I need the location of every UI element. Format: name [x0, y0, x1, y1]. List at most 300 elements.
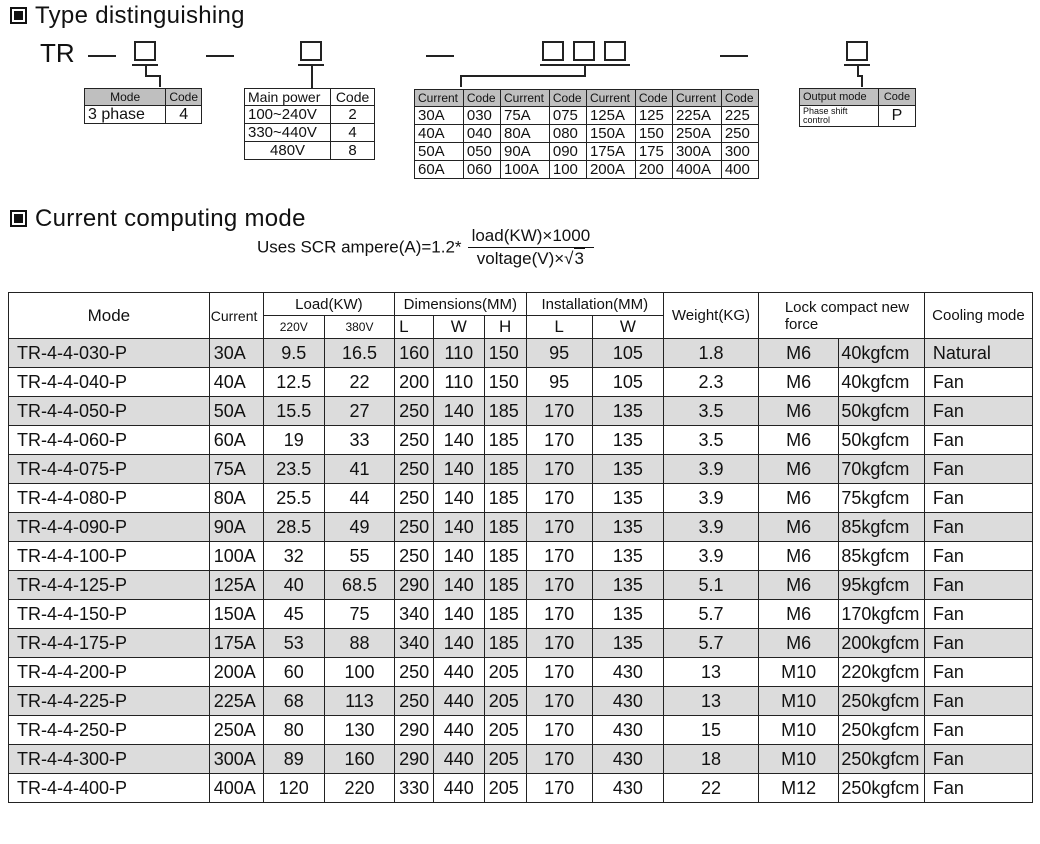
- cell-inst-l: 170: [526, 716, 592, 745]
- header-lock-force: Lock compact new force: [758, 293, 924, 339]
- cell-inst-w: 430: [592, 745, 663, 774]
- cell-bolt: M6: [758, 600, 838, 629]
- cell-dim-w: 140: [433, 629, 484, 658]
- header-weight: Weight(KG): [664, 293, 759, 339]
- cell-bolt: M10: [758, 716, 838, 745]
- table-header: Code: [879, 89, 916, 106]
- cell-current: 100A: [209, 542, 263, 571]
- cell-inst-l: 170: [526, 629, 592, 658]
- cell-inst-w: 430: [592, 716, 663, 745]
- square-bullet-icon: [10, 210, 27, 227]
- table-cell: 4: [166, 106, 202, 124]
- table-cell: 100: [549, 161, 586, 179]
- cell-inst-l: 170: [526, 397, 592, 426]
- cell-weight: 5.1: [664, 571, 759, 600]
- cell-load-380v: 49: [324, 513, 394, 542]
- output-code-table: [799, 88, 916, 127]
- cell-torque: 200kgfcm: [839, 629, 925, 658]
- code-separator-dash: [206, 55, 234, 57]
- header-dim-h: H: [484, 316, 526, 339]
- cell-bolt: M10: [758, 687, 838, 716]
- table-row: [9, 571, 1033, 600]
- output-code-box: [846, 41, 868, 61]
- cell-current: 125A: [209, 571, 263, 600]
- table-cell: 4: [331, 124, 375, 142]
- cell-weight: 3.9: [664, 484, 759, 513]
- cell-bolt: M6: [758, 339, 838, 368]
- table-cell: 60A: [415, 161, 464, 179]
- cell-current: 400A: [209, 774, 263, 803]
- current-formula: [257, 226, 594, 269]
- connector-line: [460, 75, 462, 87]
- cell-cooling: Fan: [924, 629, 1032, 658]
- cell-dim-h: 205: [484, 687, 526, 716]
- table-cell: 090: [549, 143, 586, 161]
- cell-dim-w: 440: [433, 658, 484, 687]
- table-cell: 080: [549, 125, 586, 143]
- table-header: Current: [586, 90, 635, 107]
- header-dimensions: Dimensions(MM): [395, 293, 526, 316]
- table-row: [9, 629, 1033, 658]
- type-distinguishing-title: Type distinguishing: [35, 2, 245, 29]
- cell-load-220v: 28.5: [263, 513, 324, 542]
- cell-inst-w: 105: [592, 368, 663, 397]
- header-load: Load(KW): [263, 293, 394, 316]
- cell-inst-l: 170: [526, 600, 592, 629]
- current-code-box-1: [542, 41, 564, 61]
- cell-inst-l: 170: [526, 426, 592, 455]
- table-header: Output mode: [800, 89, 879, 106]
- table-header: Code: [549, 90, 586, 107]
- cell-weight: 13: [664, 687, 759, 716]
- header-current: Current: [209, 293, 263, 339]
- table-cell: 040: [463, 125, 500, 143]
- cell-model: TR-4-4-050-P: [9, 397, 210, 426]
- cell-current: 60A: [209, 426, 263, 455]
- cell-dim-h: 185: [484, 629, 526, 658]
- square-bullet-icon: [10, 7, 27, 24]
- cell-load-380v: 130: [324, 716, 394, 745]
- table-header: Current: [672, 90, 721, 107]
- cell-dim-l: 250: [395, 455, 434, 484]
- cell-load-380v: 41: [324, 455, 394, 484]
- cell-dim-h: 150: [484, 368, 526, 397]
- cell-dim-h: 185: [484, 397, 526, 426]
- table-cell: 80A: [500, 125, 549, 143]
- cell-load-220v: 15.5: [263, 397, 324, 426]
- current-code-table: [414, 89, 759, 179]
- table-header: Code: [721, 90, 758, 107]
- model-prefix: TR: [40, 38, 75, 68]
- cell-inst-l: 95: [526, 368, 592, 397]
- cell-model: TR-4-4-300-P: [9, 745, 210, 774]
- cell-dim-h: 185: [484, 513, 526, 542]
- cell-model: TR-4-4-040-P: [9, 368, 210, 397]
- cell-bolt: M6: [758, 629, 838, 658]
- table-row: [9, 542, 1033, 571]
- cell-inst-l: 170: [526, 542, 592, 571]
- table-cell: 250: [721, 125, 758, 143]
- cell-weight: 5.7: [664, 629, 759, 658]
- cell-model: TR-4-4-075-P: [9, 455, 210, 484]
- cell-inst-l: 170: [526, 745, 592, 774]
- cell-current: 250A: [209, 716, 263, 745]
- cell-load-380v: 27: [324, 397, 394, 426]
- cell-dim-w: 440: [433, 745, 484, 774]
- table-cell: 8: [331, 142, 375, 160]
- table-cell: 100A: [500, 161, 549, 179]
- cell-load-380v: 100: [324, 658, 394, 687]
- cell-load-380v: 88: [324, 629, 394, 658]
- code-separator-dash: [88, 55, 116, 57]
- cell-dim-l: 250: [395, 484, 434, 513]
- cell-dim-l: 330: [395, 774, 434, 803]
- table-row: [9, 339, 1033, 368]
- table-row: [9, 687, 1033, 716]
- cell-bolt: M6: [758, 484, 838, 513]
- cell-dim-l: 340: [395, 629, 434, 658]
- cell-inst-w: 135: [592, 542, 663, 571]
- cell-dim-h: 205: [484, 774, 526, 803]
- cell-dim-h: 185: [484, 571, 526, 600]
- cell-dim-l: 290: [395, 716, 434, 745]
- table-cell: 175: [635, 143, 672, 161]
- cell-inst-l: 170: [526, 658, 592, 687]
- cell-bolt: M6: [758, 513, 838, 542]
- formula-numerator: load(KW)×1000: [468, 226, 595, 248]
- cell-load-380v: 220: [324, 774, 394, 803]
- table-row: [9, 774, 1033, 803]
- denominator-root: 3: [574, 249, 584, 268]
- table-cell: 225: [721, 107, 758, 125]
- cell-model: TR-4-4-175-P: [9, 629, 210, 658]
- cell-dim-w: 140: [433, 542, 484, 571]
- cell-bolt: M6: [758, 368, 838, 397]
- cell-dim-w: 440: [433, 687, 484, 716]
- cell-current: 40A: [209, 368, 263, 397]
- cell-cooling: Fan: [924, 687, 1032, 716]
- cell-current: 30A: [209, 339, 263, 368]
- table-header: Code: [166, 89, 202, 106]
- cell-inst-w: 135: [592, 484, 663, 513]
- cell-inst-l: 95: [526, 339, 592, 368]
- cell-dim-h: 185: [484, 484, 526, 513]
- table-cell: 300A: [672, 143, 721, 161]
- cell-current: 90A: [209, 513, 263, 542]
- mode-code-box: [134, 41, 156, 61]
- cell-dim-w: 110: [433, 339, 484, 368]
- cell-weight: 2.3: [664, 368, 759, 397]
- table-cell: 50A: [415, 143, 464, 161]
- table-cell: 30A: [415, 107, 464, 125]
- cell-inst-w: 135: [592, 455, 663, 484]
- cell-model: TR-4-4-150-P: [9, 600, 210, 629]
- cell-dim-h: 205: [484, 745, 526, 774]
- cell-inst-w: 135: [592, 397, 663, 426]
- cell-load-220v: 89: [263, 745, 324, 774]
- cell-torque: 50kgfcm: [839, 397, 925, 426]
- table-row: [9, 368, 1033, 397]
- cell-weight: 5.7: [664, 600, 759, 629]
- power-code-box: [300, 41, 322, 61]
- table-cell: 250A: [672, 125, 721, 143]
- specification-table-body: [9, 339, 1033, 803]
- table-cell: 150: [635, 125, 672, 143]
- cell-torque: 220kgfcm: [839, 658, 925, 687]
- table-cell: 150A: [586, 125, 635, 143]
- table-cell: 200A: [586, 161, 635, 179]
- cell-torque: 85kgfcm: [839, 513, 925, 542]
- header-inst-w: W: [592, 316, 663, 339]
- current-code-box-3: [604, 41, 626, 61]
- cell-model: TR-4-4-125-P: [9, 571, 210, 600]
- cell-cooling: Fan: [924, 600, 1032, 629]
- header-inst-l: L: [526, 316, 592, 339]
- table-cell: 75A: [500, 107, 549, 125]
- cell-torque: 250kgfcm: [839, 774, 925, 803]
- cell-torque: 50kgfcm: [839, 426, 925, 455]
- cell-torque: 75kgfcm: [839, 484, 925, 513]
- cell-dim-h: 185: [484, 542, 526, 571]
- table-header: Code: [331, 89, 375, 106]
- cell-dim-w: 140: [433, 426, 484, 455]
- cell-load-220v: 80: [263, 716, 324, 745]
- cell-dim-h: 185: [484, 455, 526, 484]
- table-cell: 050: [463, 143, 500, 161]
- table-header: Code: [635, 90, 672, 107]
- table-cell: 100~240V: [245, 106, 331, 124]
- cell-load-380v: 75: [324, 600, 394, 629]
- cell-dim-w: 140: [433, 397, 484, 426]
- cell-load-220v: 9.5: [263, 339, 324, 368]
- cell-dim-h: 205: [484, 716, 526, 745]
- cell-inst-w: 105: [592, 339, 663, 368]
- cell-weight: 3.9: [664, 513, 759, 542]
- cell-torque: 40kgfcm: [839, 339, 925, 368]
- table-row: [9, 716, 1033, 745]
- cell-dim-l: 250: [395, 397, 434, 426]
- cell-cooling: Fan: [924, 397, 1032, 426]
- cell-load-380v: 55: [324, 542, 394, 571]
- cell-load-220v: 60: [263, 658, 324, 687]
- cell-dim-l: 250: [395, 687, 434, 716]
- cell-dim-h: 150: [484, 339, 526, 368]
- cell-current: 225A: [209, 687, 263, 716]
- table-header: Main power: [245, 89, 331, 106]
- table-cell: 175A: [586, 143, 635, 161]
- cell-load-220v: 19: [263, 426, 324, 455]
- cell-bolt: M6: [758, 426, 838, 455]
- cell-current: 150A: [209, 600, 263, 629]
- cell-torque: 70kgfcm: [839, 455, 925, 484]
- table-cell: 480V: [245, 142, 331, 160]
- table-cell: Phase shift control: [800, 106, 879, 127]
- cell-cooling: Fan: [924, 542, 1032, 571]
- header-dim-l: L: [395, 316, 434, 339]
- table-row: [9, 455, 1033, 484]
- cell-load-220v: 23.5: [263, 455, 324, 484]
- cell-torque: 85kgfcm: [839, 542, 925, 571]
- cell-dim-w: 140: [433, 600, 484, 629]
- cell-cooling: Fan: [924, 774, 1032, 803]
- cell-model: TR-4-4-030-P: [9, 339, 210, 368]
- cell-dim-l: 200: [395, 368, 434, 397]
- cell-dim-l: 290: [395, 745, 434, 774]
- cell-model: TR-4-4-080-P: [9, 484, 210, 513]
- table-row: [9, 513, 1033, 542]
- cell-model: TR-4-4-250-P: [9, 716, 210, 745]
- cell-bolt: M6: [758, 542, 838, 571]
- header-load-220: 220V: [263, 316, 324, 339]
- cell-cooling: Natural: [924, 339, 1032, 368]
- table-row: [9, 658, 1033, 687]
- cell-dim-w: 110: [433, 368, 484, 397]
- connector-line: [460, 75, 586, 77]
- cell-load-220v: 45: [263, 600, 324, 629]
- cell-bolt: M10: [758, 658, 838, 687]
- cell-torque: 250kgfcm: [839, 745, 925, 774]
- cell-inst-w: 430: [592, 687, 663, 716]
- cell-load-380v: 44: [324, 484, 394, 513]
- cell-model: TR-4-4-060-P: [9, 426, 210, 455]
- cell-weight: 3.5: [664, 426, 759, 455]
- cell-cooling: Fan: [924, 426, 1032, 455]
- cell-cooling: Fan: [924, 368, 1032, 397]
- table-row: [9, 426, 1033, 455]
- cell-bolt: M10: [758, 745, 838, 774]
- table-header: Mode: [85, 89, 166, 106]
- power-code-table: [244, 88, 375, 160]
- table-row: [9, 397, 1033, 426]
- table-cell: 330~440V: [245, 124, 331, 142]
- table-header: Current: [500, 90, 549, 107]
- table-row: [9, 600, 1033, 629]
- type-distinguishing-heading: [10, 2, 245, 30]
- cell-current: 300A: [209, 745, 263, 774]
- cell-current: 175A: [209, 629, 263, 658]
- cell-model: TR-4-4-100-P: [9, 542, 210, 571]
- table-cell: 225A: [672, 107, 721, 125]
- cell-model: TR-4-4-090-P: [9, 513, 210, 542]
- header-dim-w: W: [433, 316, 484, 339]
- code-separator-dash: [720, 55, 748, 57]
- cell-inst-l: 170: [526, 513, 592, 542]
- cell-model: TR-4-4-400-P: [9, 774, 210, 803]
- cell-weight: 22: [664, 774, 759, 803]
- cell-inst-w: 135: [592, 571, 663, 600]
- cell-inst-w: 430: [592, 774, 663, 803]
- cell-load-220v: 12.5: [263, 368, 324, 397]
- cell-dim-w: 140: [433, 513, 484, 542]
- current-code-box-2: [573, 41, 595, 61]
- cell-dim-l: 250: [395, 513, 434, 542]
- table-cell: 3 phase: [85, 106, 166, 124]
- connector-line: [145, 75, 160, 77]
- cell-weight: 1.8: [664, 339, 759, 368]
- cell-inst-w: 135: [592, 629, 663, 658]
- table-cell: 200: [635, 161, 672, 179]
- table-header: Code: [463, 90, 500, 107]
- cell-load-220v: 120: [263, 774, 324, 803]
- cell-dim-l: 250: [395, 658, 434, 687]
- code-separator-dash: [426, 55, 454, 57]
- cell-load-380v: 160: [324, 745, 394, 774]
- cell-load-220v: 68: [263, 687, 324, 716]
- cell-dim-w: 140: [433, 484, 484, 513]
- cell-load-220v: 40: [263, 571, 324, 600]
- cell-dim-l: 160: [395, 339, 434, 368]
- cell-current: 50A: [209, 397, 263, 426]
- cell-inst-l: 170: [526, 455, 592, 484]
- cell-dim-l: 290: [395, 571, 434, 600]
- cell-torque: 250kgfcm: [839, 687, 925, 716]
- table-row: [9, 484, 1033, 513]
- connector-line: [861, 75, 863, 87]
- formula-fraction: [468, 226, 595, 269]
- table-cell: 125: [635, 107, 672, 125]
- cell-torque: 40kgfcm: [839, 368, 925, 397]
- cell-dim-h: 185: [484, 426, 526, 455]
- table-header: Current: [415, 90, 464, 107]
- table-cell: 90A: [500, 143, 549, 161]
- header-mode: Mode: [9, 293, 210, 339]
- cell-dim-l: 250: [395, 426, 434, 455]
- cell-load-220v: 25.5: [263, 484, 324, 513]
- cell-model: TR-4-4-225-P: [9, 687, 210, 716]
- cell-inst-w: 430: [592, 658, 663, 687]
- cell-inst-l: 170: [526, 571, 592, 600]
- cell-cooling: Fan: [924, 513, 1032, 542]
- formula-prefix: Uses SCR ampere(A)=1.2*: [257, 237, 462, 257]
- cell-cooling: Fan: [924, 745, 1032, 774]
- cell-load-220v: 53: [263, 629, 324, 658]
- table-cell: 300: [721, 143, 758, 161]
- table-cell: 400: [721, 161, 758, 179]
- cell-weight: 13: [664, 658, 759, 687]
- cell-inst-l: 170: [526, 687, 592, 716]
- specification-table: [8, 292, 1033, 803]
- table-cell: 030: [463, 107, 500, 125]
- cell-weight: 3.9: [664, 542, 759, 571]
- table-row: [415, 143, 759, 161]
- cell-dim-h: 185: [484, 600, 526, 629]
- cell-current: 200A: [209, 658, 263, 687]
- table-row: [415, 125, 759, 143]
- cell-weight: 18: [664, 745, 759, 774]
- cell-dim-l: 250: [395, 542, 434, 571]
- connector-line: [159, 75, 161, 87]
- cell-bolt: M6: [758, 455, 838, 484]
- cell-weight: 15: [664, 716, 759, 745]
- cell-cooling: Fan: [924, 484, 1032, 513]
- cell-current: 80A: [209, 484, 263, 513]
- cell-load-380v: 22: [324, 368, 394, 397]
- cell-torque: 250kgfcm: [839, 716, 925, 745]
- table-cell: P: [879, 106, 916, 127]
- table-row: [9, 745, 1033, 774]
- table-cell: 060: [463, 161, 500, 179]
- cell-weight: 3.5: [664, 397, 759, 426]
- header-load-380: 380V: [324, 316, 394, 339]
- table-row: [415, 161, 759, 179]
- cell-dim-w: 440: [433, 774, 484, 803]
- cell-torque: 95kgfcm: [839, 571, 925, 600]
- cell-cooling: Fan: [924, 571, 1032, 600]
- header-cooling: Cooling mode: [924, 293, 1032, 339]
- cell-dim-w: 140: [433, 571, 484, 600]
- mode-code-table: [84, 88, 202, 124]
- table-cell: 400A: [672, 161, 721, 179]
